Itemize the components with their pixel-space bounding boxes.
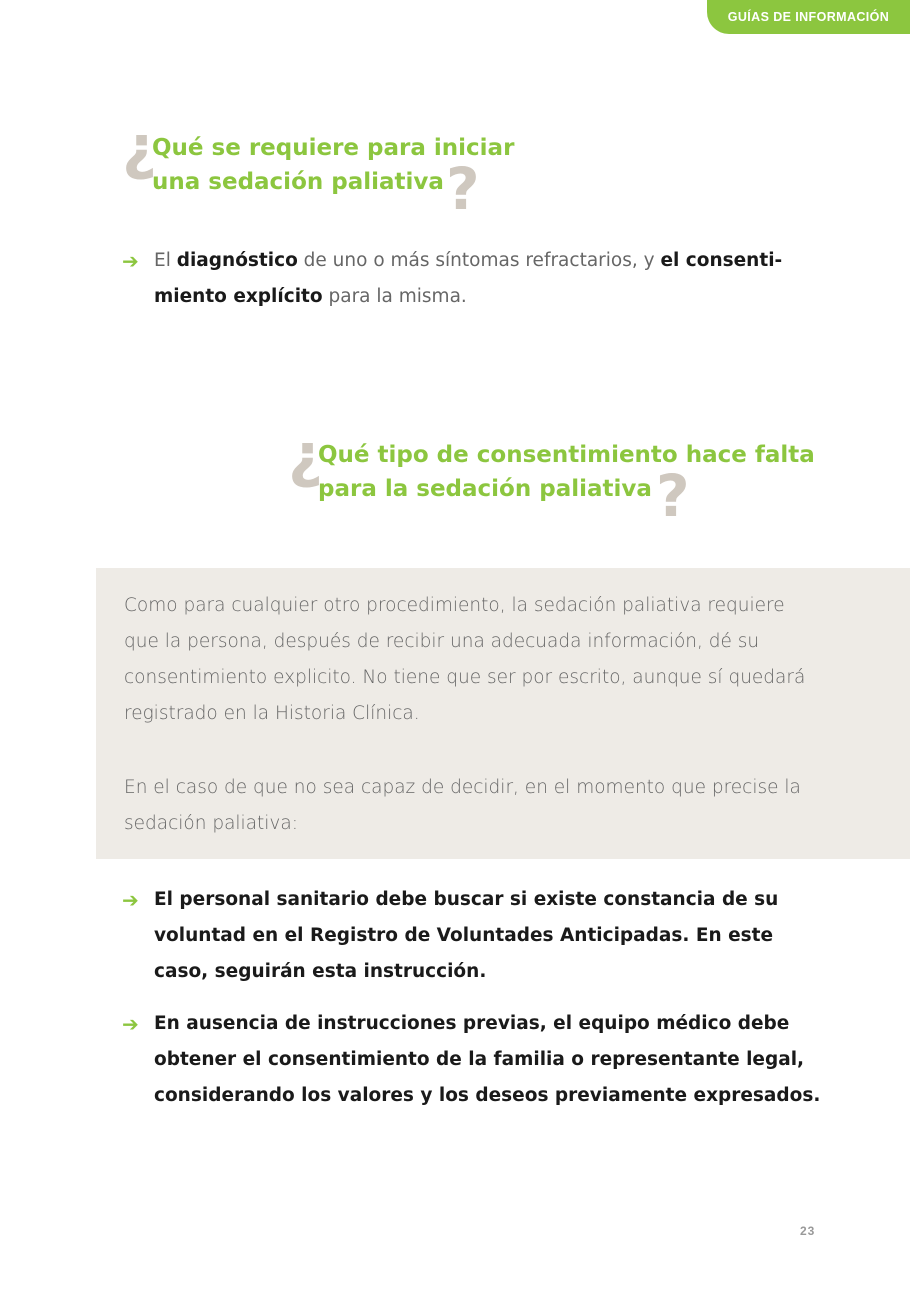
open-question-mark-icon: ¿	[288, 421, 323, 491]
info-box	[96, 568, 910, 859]
section2-bullet-text: El personal sanitario debe buscar si existe constancia de su voluntad en el Registro de Voluntades Anticipadas. En este caso, seguirán esta instrucción.	[154, 889, 779, 982]
section2-heading-line1: Qué tipo de consentimiento hace falta	[318, 442, 815, 468]
arrow-right-icon: ➔	[122, 1012, 139, 1036]
section2-heading	[318, 438, 815, 506]
section-tab-label: GUÍAS DE INFORMACIÓN	[727, 10, 890, 24]
close-question-mark-icon: ?	[446, 155, 480, 223]
section2-bullet	[122, 882, 832, 990]
arrow-right-icon: ➔	[122, 249, 139, 273]
close-question-mark-icon: ?	[656, 462, 690, 530]
section2-bullet-text: En ausencia de instrucciones previas, el equipo médico debe obtener el consentimiento de la familia o representante legal, considerando los valores y los deseos previamente expresados.	[154, 1013, 821, 1106]
section-tab	[707, 0, 910, 34]
section1-bullet-text: El diagnóstico de uno o más síntomas refractarios, y el consenti- miento explícito para la misma.	[154, 250, 783, 307]
section2-heading-line2: para la sedación paliativa	[318, 476, 652, 502]
info-box-paragraph-1: Como para cualquier otro procedimiento, la sedación paliativa requiere que la persona, después de recibir una adecuada información, dé su consentimiento explicito. No tiene que ser por escrito, aunque sí quedará registrado en la Historia Clínica.	[124, 595, 806, 724]
open-question-mark-icon: ¿	[122, 113, 157, 183]
section2-bullet	[122, 1006, 832, 1114]
section1-heading-line2: una sedación paliativa	[152, 169, 444, 195]
page-number: 23	[800, 1224, 816, 1238]
info-box-paragraph-2: En el caso de que no sea capaz de decidir, en el momento que precise la sedación paliativa:	[124, 777, 801, 834]
section1-heading-line1: Qué se requiere para iniciar	[152, 135, 515, 161]
arrow-right-icon: ➔	[122, 888, 139, 912]
section1-bullet	[122, 243, 832, 315]
